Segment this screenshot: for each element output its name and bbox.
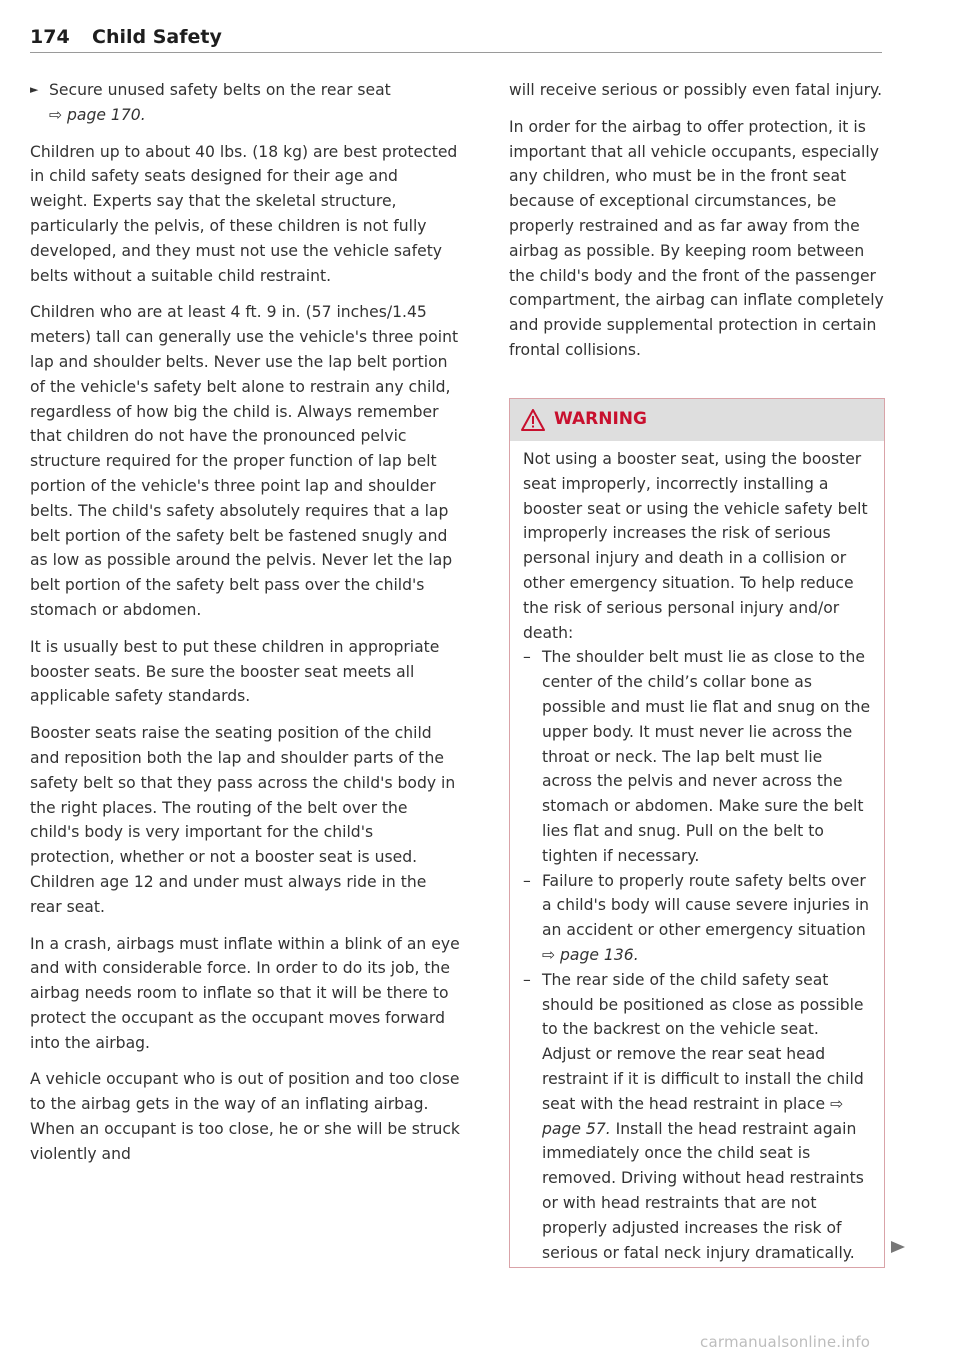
paragraph: will receive serious or possibly even fatal injury.: [509, 81, 883, 99]
paragraph: Children who are at least 4 ft. 9 in. (57 inches/1.45 meters) tall can generally use the vehicle's three point lap and shoulder belts. Never use the lap belt portion of the vehicle's safety belt alone to restrain any child, regardless of how big the child is. Always remember that children do not have the pronounced pelvic structure required for the proper function of lap belt portion of the vehicle's three point lap and shoulder belts. The child's safety absolutely requires that a lap belt portion of the safety belt be fastened snugly and as low as possible around the pelvis. Never let the lap belt portion of the safety belt pass over the child's stomach or abdomen.: [30, 303, 459, 619]
section-title: Child Safety: [92, 26, 222, 48]
warning-list-item: – Failure to properly route safety belts over a child's body will cause severe injuries in an accident or other emergency situation ⇨ page 136.: [523, 871, 870, 964]
page-reference-link[interactable]: ⇨ page 57.: [542, 1094, 844, 1138]
warning-list-item: – The shoulder belt must lie as close to the center of the child’s collar bone as possible and must lie flat and snug on the upper body. It must never lie across the throat or neck. The lap belt must lie across the pelvis and never across the stomach or abdomen. Make sure the belt lies flat and snug. Pull on the belt to tighten if necessary.: [523, 648, 871, 865]
right-column: [509, 78, 885, 375]
bullet-item: [30, 78, 460, 128]
paragraph: It is usually best to put these children in appropriate booster seats. Be sure the booster seat meets all applicable safety standards.: [30, 637, 440, 706]
watermark-text: carmanualsonline.info: [700, 1333, 871, 1351]
triangle-bullet-icon: ►: [30, 83, 39, 96]
warning-body: [510, 441, 884, 1265]
warning-header: [510, 399, 884, 441]
paragraph: A vehicle occupant who is out of position and too close to the airbag gets in the way of an inflating airbag. When an occupant is too close, he or she will be struck violently and: [30, 1070, 460, 1163]
page-header: [30, 22, 882, 62]
warning-intro: Not using a booster seat, using the booster seat improperly, incorrectly installing a booster seat or using the vehicle safety belt improperly increases the risk of serious personal injury and death in a collision or other emergency situation. To help reduce the risk of serious personal injury and/or death:: [523, 450, 868, 642]
header-divider: [30, 52, 882, 53]
paragraph: Children up to about 40 lbs. (18 kg) are best protected in child safety seats designed for their age and weight. Experts say that the skeletal structure, particularly the pelvis, of these children is not fully developed, and they must not use the vehicle safety belts without a suitable child restraint.: [30, 142, 458, 285]
continue-arrow-icon: [890, 1240, 906, 1254]
warning-triangle-icon: [521, 409, 545, 431]
warning-box: [509, 398, 885, 1268]
bullet-text: Secure unused safety belts on the rear seat: [49, 81, 391, 99]
page-reference-link[interactable]: ⇨ page 170.: [49, 105, 146, 124]
warning-list-item: – The rear side of the child safety seat should be positioned as close as possible to the backrest on the vehicle seat. Adjust or remove the rear seat head restraint if it is difficult to install the child seat with the head restraint in place ⇨ page 57. Install the head restraint again immediately once the child seat is removed. Driving without head restraints or with head restraints that are not properly adjusted increases the risk of serious or fatal neck injury dramatically.: [523, 970, 864, 1262]
warning-list: [523, 645, 872, 1265]
page-reference-link[interactable]: ⇨ page 136.: [542, 945, 639, 964]
paragraph: In order for the airbag to offer protection, it is important that all vehicle occupants, especially any children, who must be in the front seat because of exceptional circumstances, be properly restrained and as far away from the airbag as possible. By keeping room between the child's body and the front of the passenger compartment, the airbag can inflate completely and provide supplemental protection in certain frontal collisions.: [509, 117, 884, 359]
warning-title: WARNING: [554, 409, 647, 429]
paragraph: Booster seats raise the seating position of the child and reposition both the lap and shoulder parts of the safety belt so that they pass across the child's body in the right places. The routing of the belt over the child's body is very important for the child's protection, whether or not a booster seat is used. Children age 12 and under must always ride in the rear seat.: [30, 724, 456, 916]
page-number: 174: [30, 26, 70, 48]
left-column: [30, 78, 460, 1179]
paragraph: In a crash, airbags must inflate within a blink of an eye and with considerable force. In order to do its job, the airbag needs room to inflate so that it will be there to protect the occupant as the occupant moves forward into the airbag.: [30, 934, 460, 1052]
